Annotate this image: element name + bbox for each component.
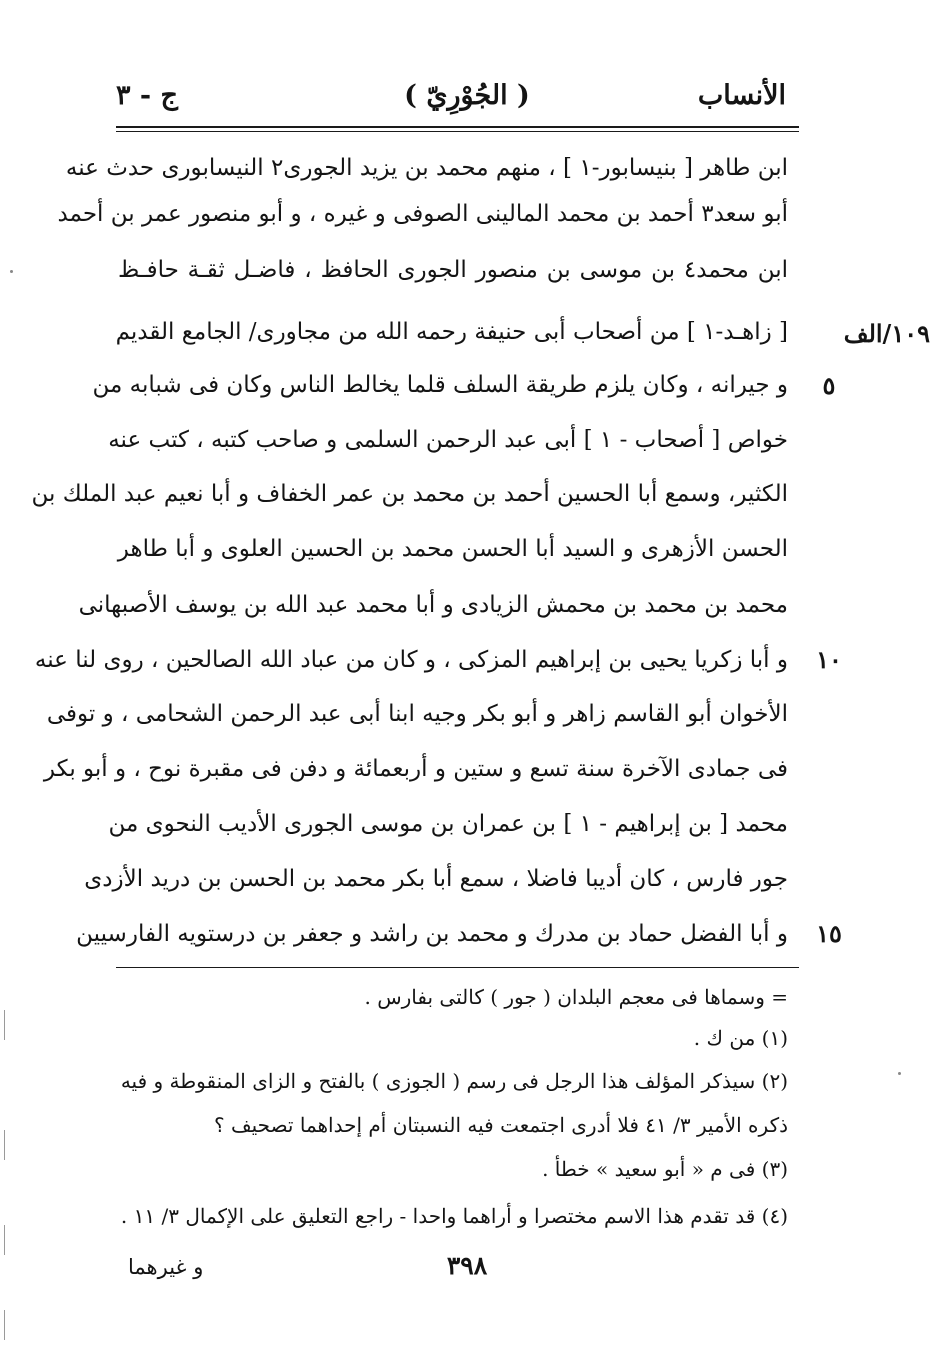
line-number-15: ١٥ <box>816 919 842 948</box>
body-line: الحسن الأزهرى و السيد أبا الحسن محمد بن الحسين العلوى و أبا طاهر <box>117 536 788 562</box>
scan-speck <box>10 270 13 273</box>
footnote-line: (٤) قد تقدم هذا الاسم مختصرا و أراهما واحدا - راجع التعليق على الإكمال ٣/ ١١ . <box>120 1204 788 1228</box>
body-line: و أبا الفضل حماد بن مدرك و محمد بن راشد و جعفر بن درستويه الفارسيين <box>76 921 788 947</box>
catchword: و غيرهما <box>128 1255 204 1279</box>
folio-marker: ١٠٩/الف <box>843 319 930 348</box>
body-line: [ زاهـد-١ ] من أصحاب أبى حنيفة رحمه الله من مجاورى/ الجامع القديم <box>115 319 788 345</box>
running-title: الأنساب <box>697 80 786 111</box>
line-number-10: ١٠ <box>816 645 842 674</box>
body-line: الكثير، وسمع أبا الحسين أحمد بن محمد بن عمر الخفاف و أبا نعيم عبد الملك بن <box>31 481 788 507</box>
scan-edge-mark <box>4 1310 5 1340</box>
footnote-separator <box>116 967 799 968</box>
body-line: الأخوان أبو القاسم زاهر و أبو بكر وجيه ابنا أبى عبد الرحمن الشحامى ، و توفى <box>46 701 788 727</box>
scan-edge-mark <box>4 1225 5 1255</box>
footnote-line: (٢) سيذكر المؤلف هذا الرجل فى رسم ( الجوزى ) بالفتح و الزاى المنقوطة و فيه <box>120 1069 788 1093</box>
footnote-line: (١) من ك . <box>693 1026 788 1050</box>
body-line: أبو سعد٣ أحمد بن محمد المالينى الصوفى و غيره ، و أبو منصور عمر بن أحمد <box>57 201 788 227</box>
header-rule-thin <box>116 131 799 132</box>
body-line: ابن طاهر [ بنيسابور-١ ] ، منهم محمد بن يزيد الجورى٢ النيسابورى حدث عنه <box>65 155 788 181</box>
body-line: خواص [ أصحاب - ١ ] أبى عبد الرحمن السلمى و صاحب كتبه ، كتب عنه <box>108 427 788 453</box>
body-line: محمد بن محمد بن محمش الزيادى و أبا محمد عبد الله بن يوسف الأصبهانى <box>78 592 788 618</box>
body-line: و جيرانه ، وكان يلزم طريقة السلف قلما يخالط الناس وكان فى شبابه من <box>92 372 788 398</box>
scan-speck <box>898 1072 901 1075</box>
body-line: محمد [ بن إبراهيم - ١ ] بن عمران بن موسى الجورى الأديب النحوى من <box>108 811 788 837</box>
body-line: و أبا زكريا يحيى بن إبراهيم المزكى ، و كان من عباد الله الصالحين ، روى لنا عنه <box>34 647 788 673</box>
footnote-line: = وسماها فى معجم البلدان ( جور ) كالتى بفارس . <box>364 985 788 1009</box>
body-line: جور فارس ، كان أديبا فاضلا ، سمع أبا بكر محمد بن الحسن بن دريد الأزدى <box>84 866 788 892</box>
scan-edge-mark <box>4 1130 5 1160</box>
body-line: فى جمادى الآخرة سنة تسع و ستين و أربعمائة و دفن فى مقبرة نوح ، و أبو بكر <box>43 756 788 782</box>
scan-edge-mark <box>4 1010 5 1040</box>
footnote-line: (٣) فى م « أبو سعيد » خطأ . <box>542 1157 788 1181</box>
header-rule-thick <box>116 126 799 128</box>
line-number-5: ٥ <box>822 371 836 400</box>
footnote-line: ذكره الأمير ٣/ ٤١ فلا أدرى اجتمعت فيه النسبتان أم إحداهما تصحيف ؟ <box>213 1113 788 1137</box>
entry-heading: ( الجُوْرِيّ ) <box>404 80 530 111</box>
volume-label: ج - ٣ <box>116 80 178 111</box>
page-number: ٣٩٨ <box>446 1251 488 1280</box>
body-line: ابن محمد٤ بن موسى بن منصور الجورى الحافظ ، فاضـل ثقـة حافـظ <box>118 257 788 283</box>
